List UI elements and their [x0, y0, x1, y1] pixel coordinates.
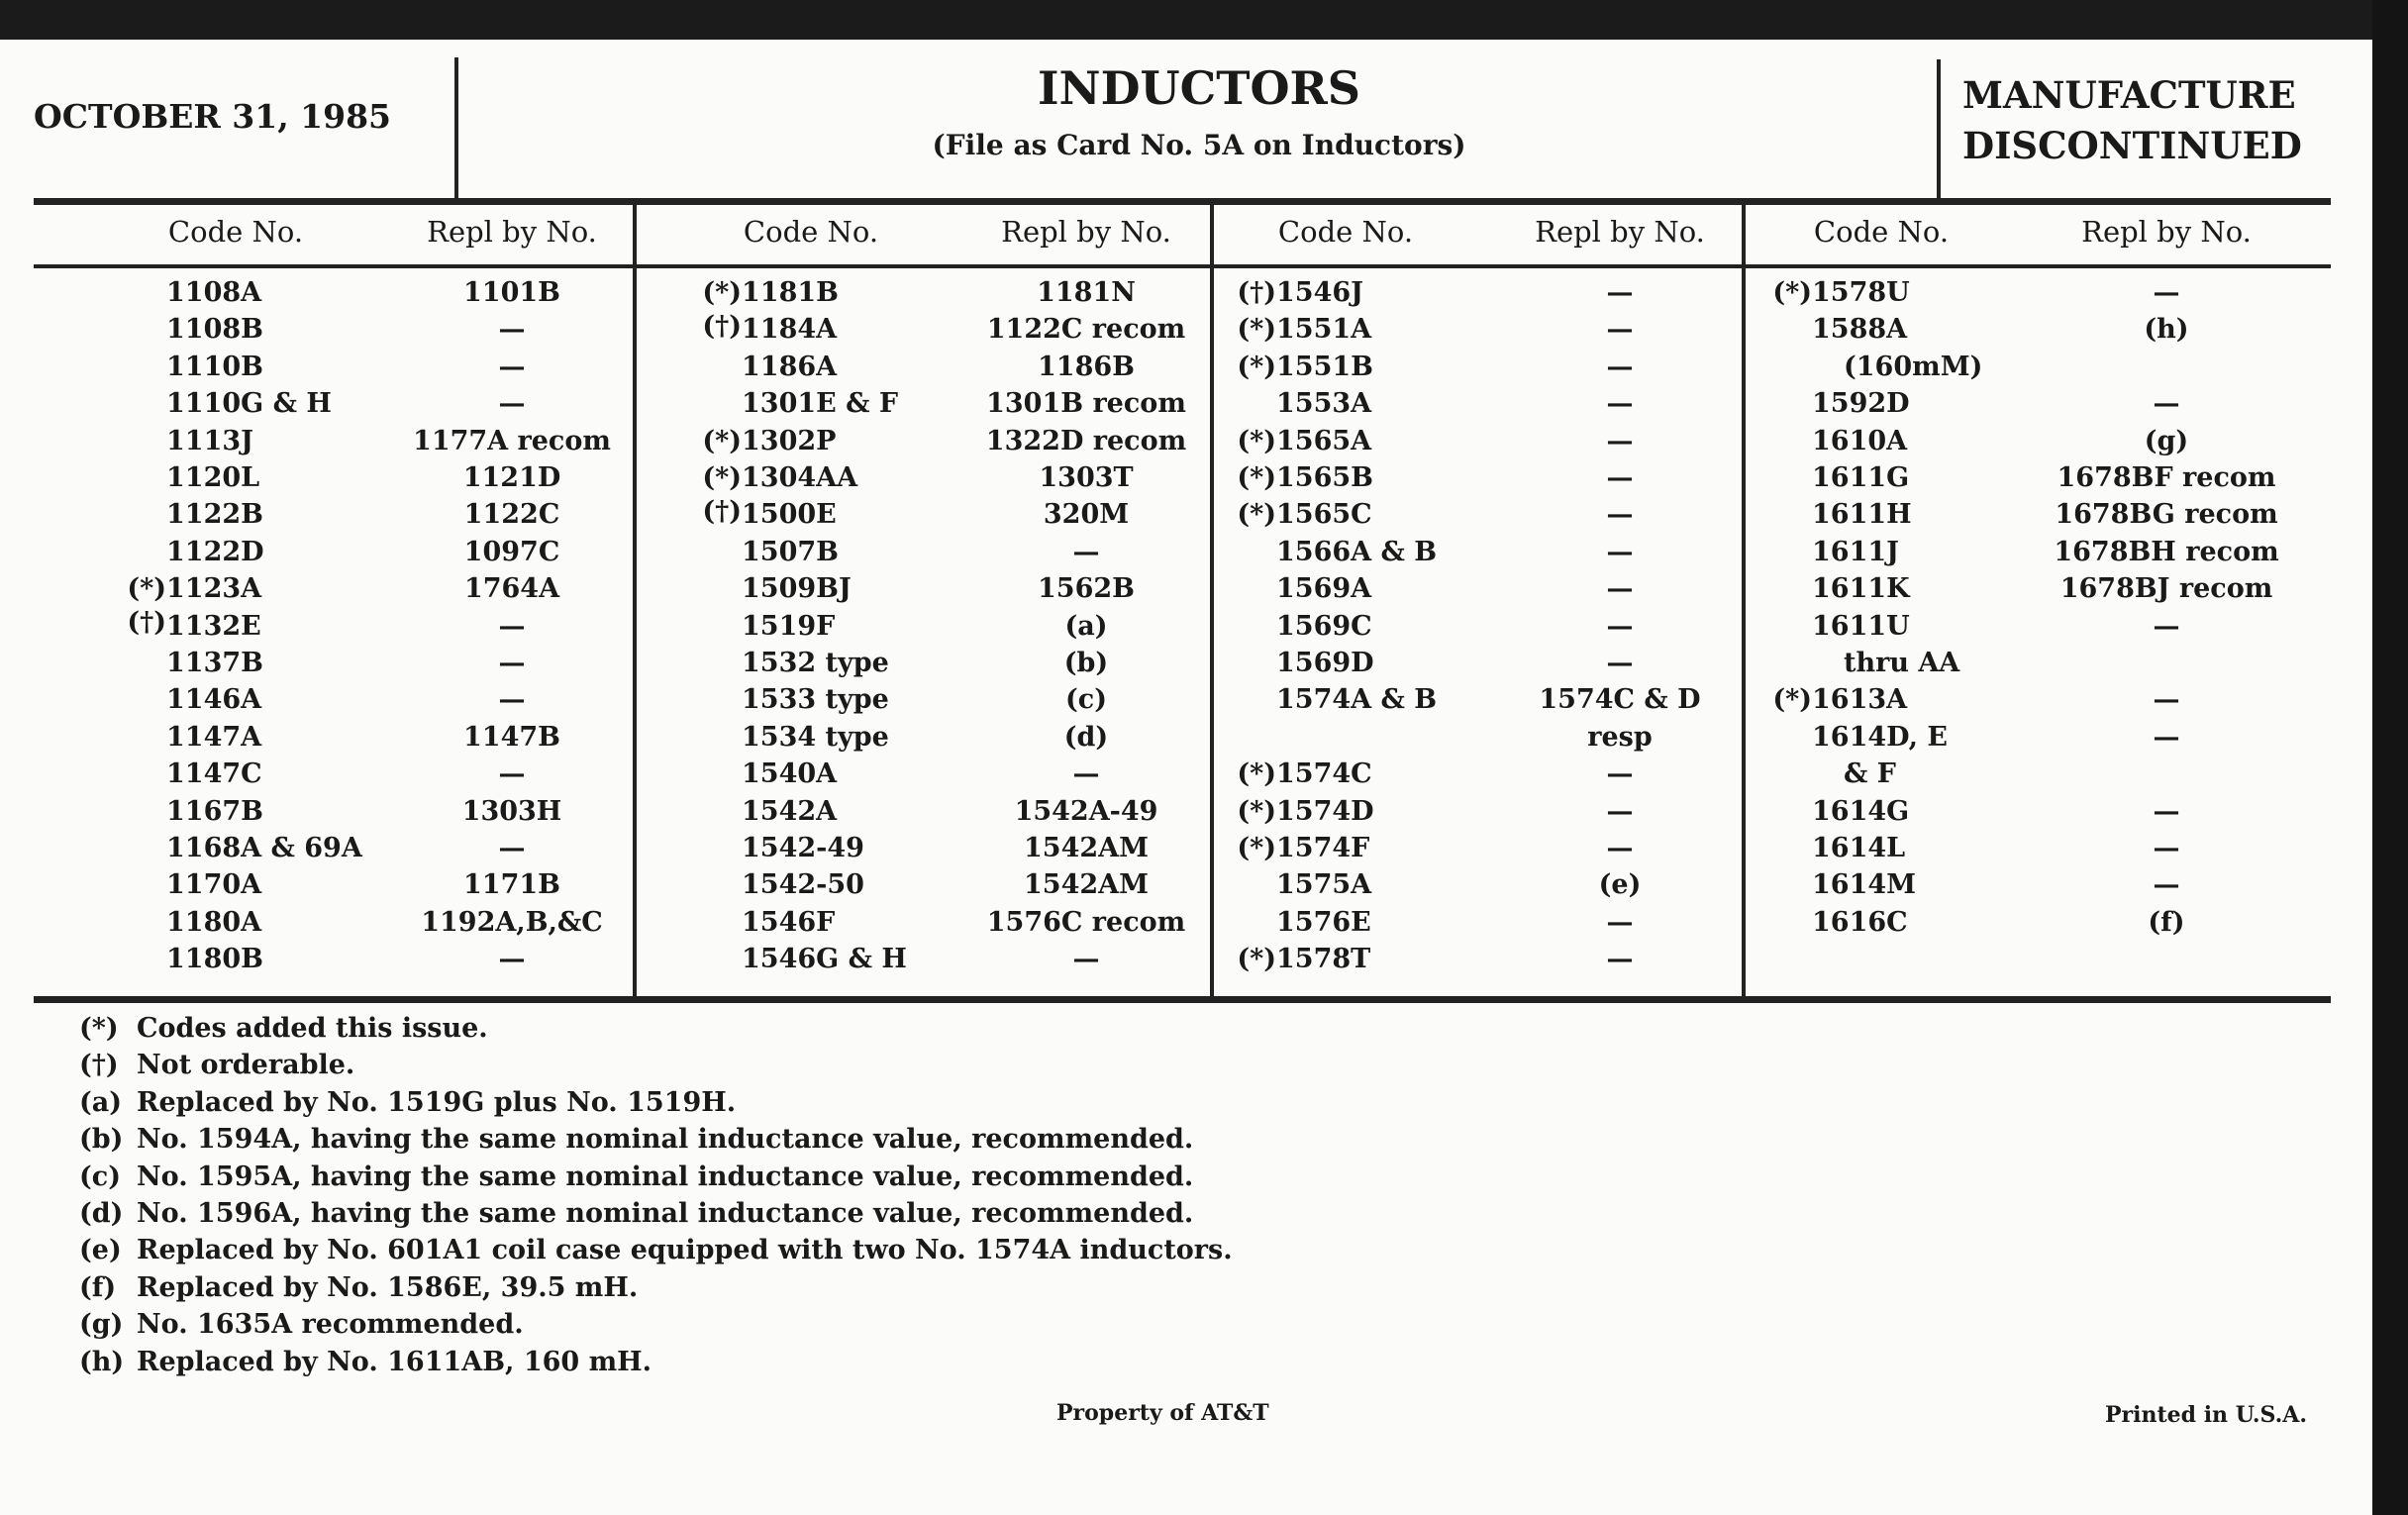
code-cell — [742, 351, 837, 384]
code-cell — [166, 536, 264, 569]
code-cell — [1772, 683, 1908, 717]
replacement-cell: 1192A,B,&C — [421, 906, 603, 938]
footnote — [79, 1271, 638, 1305]
footnote-label: (h) — [79, 1346, 125, 1377]
code-number: 1614D, E — [1812, 721, 1948, 753]
code-number: 1120L — [166, 462, 260, 493]
code-cell — [1276, 387, 1371, 421]
replacement-cell: — — [1606, 648, 1634, 678]
replacement-cell: (g) — [2144, 425, 2189, 456]
code-number: 1611G — [1812, 462, 1910, 493]
replacement-cell: 1764A — [463, 573, 560, 605]
code-cell — [166, 425, 253, 458]
footnote-text: No. 1594A, having the same nominal inductance value, recommended. — [137, 1124, 1194, 1156]
replacement-cell: resp — [1587, 721, 1653, 753]
code-prefix: (*) — [1237, 758, 1276, 790]
replacement-cell: — — [498, 314, 526, 346]
code-cell — [166, 943, 263, 976]
replacement-cell: — — [2153, 721, 2180, 753]
footnote — [79, 1086, 736, 1120]
code-cell — [1276, 906, 1371, 940]
code-prefix: (*)(†) — [702, 462, 742, 527]
code-number: 1509BJ — [742, 573, 852, 605]
code-cell — [742, 758, 837, 791]
code-cell — [1237, 943, 1371, 976]
code-number: 1532 type — [742, 648, 889, 678]
code-prefix: (*)(†) — [127, 573, 166, 639]
code-number: thru AA — [1844, 648, 1960, 678]
code-number: 1614M — [1812, 869, 1917, 901]
column-header-code: Code No. — [1277, 215, 1414, 249]
replacement-cell: (b) — [1063, 648, 1109, 678]
replacement-cell: 1322D recom — [985, 425, 1187, 456]
footnote — [79, 1234, 1233, 1267]
code-number: 1616C — [1812, 906, 1908, 938]
replacement-cell: — — [1606, 277, 1634, 308]
code-number: 1167B — [166, 795, 263, 827]
replacement-cell: 1097C — [463, 536, 560, 567]
replacement-cell: (c) — [1065, 684, 1107, 716]
replacement-cell: 1542AM — [1024, 833, 1149, 863]
table-bottom-rule — [34, 996, 2331, 1003]
code-number: 1574C — [1276, 758, 1372, 790]
code-cell — [742, 536, 839, 569]
replacement-cell: 1678BF recom — [2057, 462, 2276, 493]
replacement-cell: 1562B — [1038, 573, 1135, 605]
replacement-cell: 1171B — [463, 869, 560, 901]
code-number: 1146A — [166, 684, 262, 716]
replacement-cell: — — [498, 944, 526, 975]
code-number: 1184A — [742, 314, 838, 346]
code-number: 1578T — [1276, 944, 1371, 975]
replacement-cell: — — [2153, 795, 2180, 827]
code-number: 1542-49 — [742, 833, 864, 863]
footnote-text: Not orderable. — [137, 1050, 355, 1081]
code-number: 1301E & F — [742, 388, 899, 420]
column-header-code: Code No. — [167, 215, 304, 249]
replacement-cell: — — [2153, 833, 2180, 863]
code-cell — [1812, 461, 1909, 495]
code-number: 1574F — [1276, 833, 1370, 863]
code-prefix: (*) — [1237, 425, 1276, 456]
code-cell — [1812, 536, 1899, 569]
header-divider — [1937, 59, 1941, 202]
code-number: 1551B — [1276, 351, 1373, 382]
footnote-label: (c) — [79, 1161, 121, 1192]
code-cell — [1844, 351, 1982, 384]
code-cell — [1812, 610, 1910, 644]
code-cell — [166, 387, 332, 421]
code-prefix: (*) — [1237, 314, 1276, 346]
code-number: 1170A — [166, 869, 262, 901]
replacement-cell: 1574C & D — [1539, 684, 1701, 716]
code-cell — [742, 906, 835, 940]
code-number: 1533 type — [742, 684, 889, 716]
replacement-cell: — — [498, 684, 526, 716]
code-number: 1181B — [742, 277, 839, 308]
footnote-text: Codes added this issue. — [137, 1013, 488, 1044]
footnote — [79, 1197, 1193, 1231]
replacement-cell: — — [1606, 610, 1634, 642]
replacement-cell: — — [1606, 499, 1634, 531]
replacement-cell: — — [2153, 277, 2180, 308]
replacement-cell: — — [1606, 314, 1634, 346]
footnote-label: (b) — [79, 1124, 124, 1156]
code-number: 1565A — [1276, 425, 1372, 456]
code-prefix: (*) — [1237, 833, 1276, 863]
code-cell — [1812, 498, 1912, 532]
code-cell — [1237, 276, 1363, 310]
footnote-label: (†) — [79, 1050, 119, 1081]
scan-border-top — [0, 0, 2408, 40]
replacement-cell: 1678BG recom — [2055, 499, 2278, 531]
replacement-cell: 1301B recom — [986, 388, 1186, 420]
code-number: 1540A — [742, 758, 838, 790]
code-cell — [742, 868, 864, 902]
footnote — [79, 1346, 652, 1379]
replacement-cell: — — [498, 758, 526, 790]
replacement-cell: — — [1072, 944, 1100, 975]
issue-date: OCTOBER 31, 1985 — [34, 97, 392, 136]
replacement-cell: — — [1606, 795, 1634, 827]
code-cell — [166, 647, 263, 680]
code-cell — [1812, 721, 1948, 755]
code-prefix: (*) — [1237, 944, 1276, 975]
code-cell — [1812, 387, 1910, 421]
replacement-cell: 1147B — [463, 721, 560, 753]
code-number: 1132E — [166, 610, 261, 642]
code-prefix: (*) — [1237, 351, 1276, 382]
scan-border-right — [2372, 0, 2408, 1515]
replacement-cell: 1122C recom — [986, 314, 1186, 346]
code-cell — [166, 498, 263, 532]
code-cell — [1237, 461, 1373, 495]
code-cell — [1276, 610, 1372, 644]
code-cell — [1276, 683, 1437, 717]
code-cell — [1844, 647, 1959, 680]
code-cell — [1276, 536, 1437, 569]
replacement-cell: 1303T — [1039, 462, 1134, 493]
code-number: 1186A — [742, 351, 838, 382]
code-prefix: (*) — [1772, 277, 1812, 308]
code-number: 1566A & B — [1276, 536, 1438, 567]
code-cell — [742, 572, 852, 606]
code-cell — [166, 758, 262, 791]
replacement-cell: — — [1072, 536, 1100, 567]
footnote-text: Replaced by No. 1519G plus No. 1519H. — [137, 1086, 737, 1118]
code-cell — [166, 795, 263, 829]
code-number: 1610A — [1812, 425, 1908, 456]
code-cell — [742, 943, 907, 976]
code-cell — [166, 868, 261, 902]
code-cell — [742, 721, 889, 755]
code-number: 1611J — [1812, 536, 1899, 567]
replacement-cell: 1181N — [1037, 277, 1136, 308]
code-number: 1546G & H — [742, 944, 907, 975]
footnote-label: (*) — [79, 1013, 119, 1044]
footnote — [79, 1123, 1193, 1157]
replacement-cell: — — [1606, 833, 1634, 863]
code-number: 1180A — [166, 906, 262, 938]
code-cell — [1812, 906, 1908, 940]
replacement-cell: (e) — [1598, 869, 1642, 901]
code-number: 1304AA — [742, 462, 858, 493]
replacement-cell: — — [1606, 536, 1634, 567]
printed-notice: Printed in U.S.A. — [2105, 1402, 2308, 1428]
replacement-cell: — — [1606, 351, 1634, 382]
code-prefix: (*) — [1772, 684, 1812, 716]
replacement-cell: — — [498, 351, 526, 382]
footnote-label: (e) — [79, 1235, 122, 1266]
code-number: 1507B — [742, 536, 839, 567]
code-number: 1574D — [1276, 795, 1374, 827]
replacement-cell: 1186B — [1038, 351, 1135, 382]
replacement-cell: — — [1606, 462, 1634, 493]
code-cell — [166, 313, 263, 347]
replacement-cell: — — [1606, 425, 1634, 456]
code-number: 1569D — [1276, 648, 1374, 678]
code-cell — [166, 610, 261, 644]
code-number: 1137B — [166, 648, 263, 678]
code-number: 1123A — [166, 573, 262, 605]
footnote-label: (a) — [79, 1086, 123, 1118]
replacement-cell: — — [1606, 388, 1634, 420]
code-cell — [1237, 832, 1370, 865]
code-cell — [1237, 758, 1372, 791]
column-header-repl: Repl by No. — [1535, 215, 1705, 249]
replacement-cell: — — [1606, 944, 1634, 975]
code-number: 1611H — [1812, 499, 1912, 531]
code-prefix: (*) — [702, 425, 742, 456]
code-number: 1592D — [1812, 388, 1910, 420]
code-cell — [742, 498, 837, 532]
code-cell — [166, 276, 261, 310]
code-prefix: (*) — [1237, 499, 1276, 531]
replacement-cell: (d) — [1063, 721, 1109, 753]
code-number: 1519F — [742, 610, 836, 642]
code-cell — [1812, 313, 1907, 347]
header-rule — [34, 198, 2331, 205]
replacement-cell: — — [2153, 388, 2180, 420]
code-number: 1542A — [742, 795, 838, 827]
code-cell — [1237, 351, 1373, 384]
footnote — [79, 1012, 488, 1046]
replacement-cell: 1678BH recom — [2054, 536, 2279, 567]
code-number: 1302P — [742, 425, 837, 456]
replacement-cell: 1542A-49 — [1014, 795, 1158, 827]
code-cell — [166, 906, 261, 940]
replacement-cell: 1101B — [463, 277, 560, 308]
code-number: 1147A — [166, 721, 262, 753]
column-header-code: Code No. — [1813, 215, 1950, 249]
code-number: 1122B — [166, 499, 263, 531]
column-header-code: Code No. — [743, 215, 879, 249]
footnote-text: No. 1595A, having the same nominal inductance value, recommended. — [137, 1161, 1194, 1192]
replacement-cell: — — [498, 833, 526, 863]
column-header-rule — [34, 264, 2331, 268]
code-number: 1565B — [1276, 462, 1373, 493]
code-number: 1500E — [742, 499, 837, 531]
code-cell — [742, 387, 898, 421]
code-number: 1551A — [1276, 314, 1372, 346]
code-number: 1110G & H — [166, 388, 332, 420]
replacement-cell: 1303H — [461, 795, 562, 827]
code-cell — [1276, 572, 1371, 606]
code-number: 1588A — [1812, 314, 1908, 346]
code-cell — [1276, 868, 1371, 902]
code-number: 1108A — [166, 277, 262, 308]
code-prefix: (*) — [1237, 795, 1276, 827]
code-number: 1168A & 69A — [166, 833, 362, 863]
code-cell — [742, 832, 864, 865]
footnote-text: Replaced by No. 1586E, 39.5 mH. — [137, 1271, 639, 1303]
code-cell — [1812, 868, 1916, 902]
footnote-text: No. 1635A recommended. — [137, 1309, 524, 1341]
footnote — [79, 1049, 354, 1082]
replacement-cell: 320M — [1043, 499, 1130, 531]
replacement-cell: — — [2153, 869, 2180, 901]
code-number: 1122D — [166, 536, 264, 567]
replacement-cell: — — [498, 648, 526, 678]
replacement-cell: 1122C — [463, 499, 560, 531]
code-number: 1576E — [1276, 906, 1371, 938]
page-title: INDUCTORS — [1038, 61, 1360, 115]
code-number: 1108B — [166, 314, 263, 346]
replacement-cell: — — [2153, 610, 2180, 642]
replacement-cell: 1542AM — [1024, 869, 1149, 901]
code-cell — [166, 351, 263, 384]
column-header-repl: Repl by No. — [427, 215, 597, 249]
code-number: 1578U — [1812, 277, 1910, 308]
code-number: 1614L — [1812, 833, 1906, 863]
footnote-text: Replaced by No. 1611AB, 160 mH. — [137, 1346, 652, 1377]
code-cell — [1812, 795, 1909, 829]
replacement-cell: 1678BJ recom — [2059, 573, 2273, 605]
header-divider — [454, 57, 458, 200]
code-number: 1575A — [1276, 869, 1372, 901]
code-number: 1569A — [1276, 573, 1372, 605]
code-cell — [1812, 832, 1905, 865]
code-number: 1569C — [1276, 610, 1372, 642]
code-cell — [1237, 425, 1372, 458]
replacement-cell: (h) — [2144, 314, 2189, 346]
code-number: 1565C — [1276, 499, 1372, 531]
replacement-cell: — — [1606, 573, 1634, 605]
code-number: 1534 type — [742, 721, 889, 753]
code-cell — [1772, 276, 1910, 310]
code-cell — [1276, 647, 1374, 680]
property-notice: Property of AT&T — [1056, 1400, 1269, 1426]
replacement-cell: (f) — [2148, 906, 2185, 938]
footnote — [79, 1161, 1193, 1194]
footnote-label: (g) — [79, 1309, 124, 1341]
code-number: 1546F — [742, 906, 836, 938]
code-prefix: (†) — [1237, 277, 1276, 308]
column-header-repl: Repl by No. — [2081, 215, 2252, 249]
replacement-cell: 1121D — [462, 462, 561, 493]
replacement-cell: — — [1072, 758, 1100, 790]
code-number: 1614G — [1812, 795, 1910, 827]
page-subtitle: (File as Card No. 5A on Inductors) — [932, 129, 1466, 161]
code-number: 1613A — [1812, 684, 1908, 716]
code-number: (160mM) — [1844, 351, 1983, 382]
replacement-cell: — — [498, 388, 526, 420]
code-number: 1147C — [166, 758, 262, 790]
footnote-text: Replaced by No. 601A1 coil case equipped with two No. 1574A inductors. — [137, 1235, 1233, 1266]
replacement-cell: — — [1606, 758, 1634, 790]
code-prefix: (*)(†) — [702, 277, 742, 342]
footnote-label: (d) — [79, 1198, 124, 1229]
replacement-cell: — — [1606, 906, 1634, 938]
replacement-cell: — — [498, 610, 526, 642]
code-number: 1113J — [166, 425, 253, 456]
replacement-cell: — — [2153, 684, 2180, 716]
status-line-2: DISCONTINUED — [1962, 124, 2302, 167]
code-number: 1611U — [1812, 610, 1910, 642]
code-cell — [166, 683, 261, 717]
code-cell — [1237, 498, 1372, 532]
code-prefix: (*) — [1237, 462, 1276, 493]
code-cell — [166, 461, 259, 495]
code-cell — [702, 425, 837, 458]
code-cell — [1812, 572, 1910, 606]
code-cell — [166, 832, 362, 865]
code-number: & F — [1844, 758, 1896, 790]
code-cell — [742, 647, 889, 680]
code-cell — [166, 721, 261, 755]
replacement-cell: 1576C recom — [986, 906, 1186, 938]
code-cell — [1844, 758, 1896, 791]
replacement-cell: (a) — [1064, 610, 1108, 642]
code-cell — [1237, 795, 1374, 829]
code-cell — [742, 795, 837, 829]
code-number: 1110B — [166, 351, 263, 382]
code-number: 1180B — [166, 944, 263, 975]
code-number: 1553A — [1276, 388, 1372, 420]
code-number: 1546J — [1276, 277, 1363, 308]
code-cell — [742, 313, 837, 347]
code-cell — [742, 610, 835, 644]
code-number: 1574A & B — [1276, 684, 1438, 716]
code-number: 1542-50 — [742, 869, 864, 901]
column-header-repl: Repl by No. — [1001, 215, 1171, 249]
code-cell — [742, 683, 889, 717]
status-line-1: MANUFACTURE — [1962, 73, 2296, 117]
code-cell — [1237, 313, 1372, 347]
replacement-cell: 1177A recom — [413, 425, 611, 456]
code-cell — [1812, 425, 1907, 458]
footnote-text: No. 1596A, having the same nominal inductance value, recommended. — [137, 1198, 1194, 1229]
footnote — [79, 1308, 524, 1342]
code-number: 1611K — [1812, 573, 1910, 605]
footnote-label: (f) — [79, 1271, 117, 1303]
